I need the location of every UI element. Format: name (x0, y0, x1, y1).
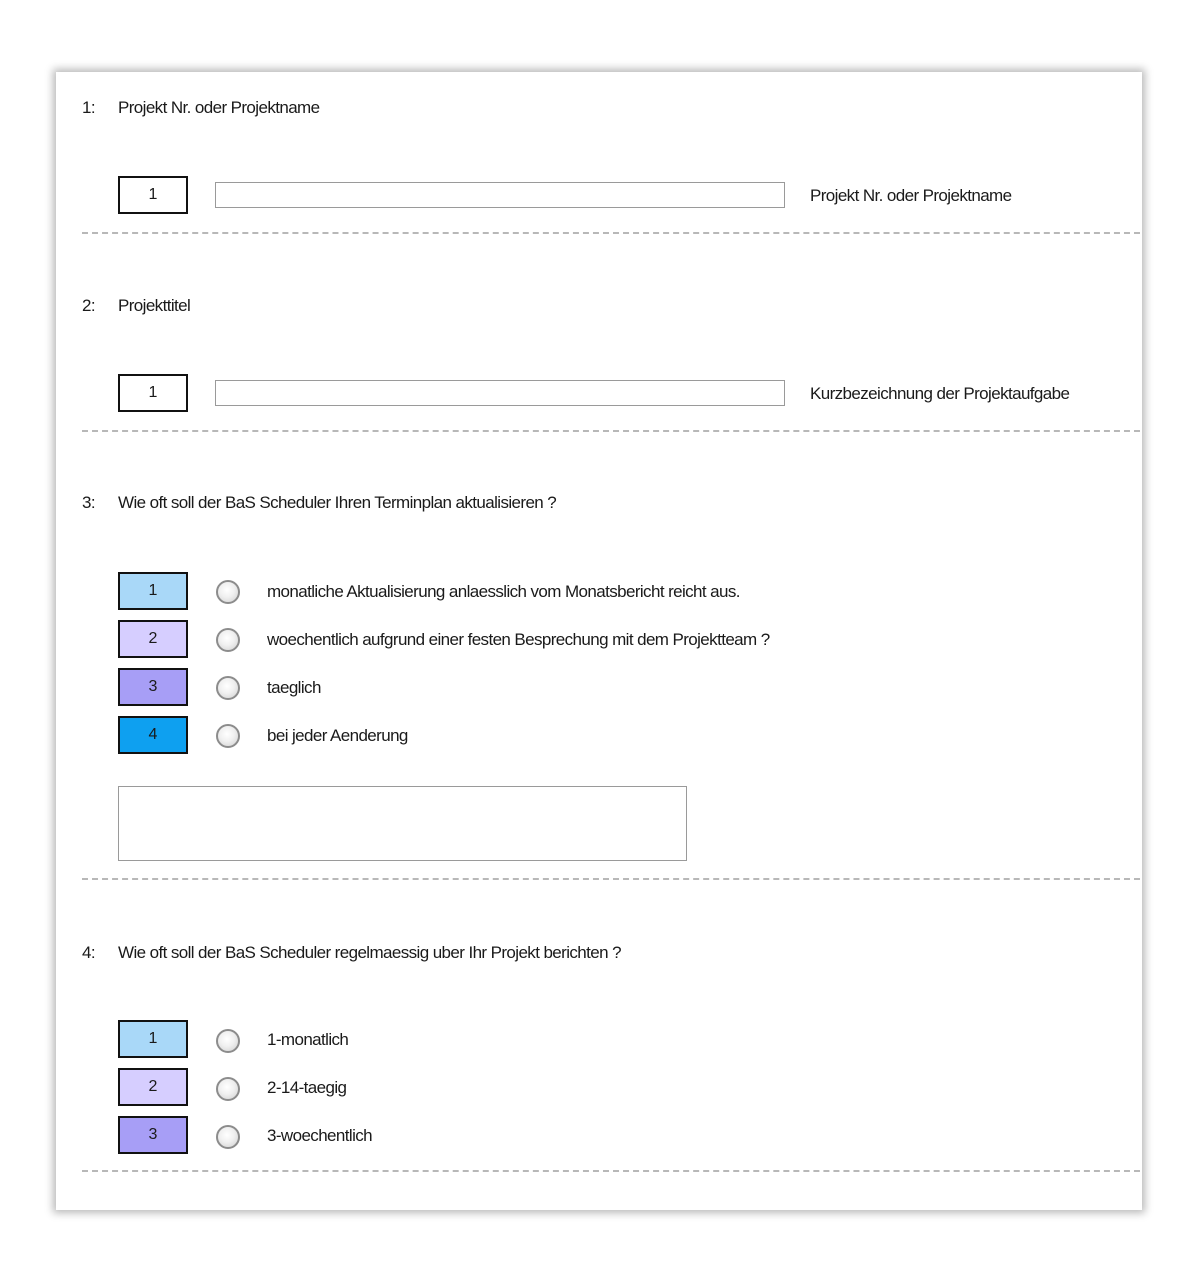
q4-option-1-label: 1-monatlich (267, 1030, 349, 1049)
divider-1 (82, 232, 1140, 234)
q3-option-4-label: bei jeder Aenderung (267, 726, 408, 745)
q4-option-2-radio[interactable] (216, 1077, 240, 1101)
q4-option-3-radio[interactable] (216, 1125, 240, 1149)
q3-option-3-level-box: 3 (118, 668, 188, 706)
project-title-input[interactable] (215, 380, 785, 406)
q3-option-2-label: woechentlich aufgrund einer festen Besprechung mit dem Projektteam ? (267, 630, 770, 649)
q3-option-2-level-box: 2 (118, 620, 188, 658)
project-title-label: Kurzbezeichnung der Projektaufgabe (810, 384, 1070, 403)
q4-option-1-level-box: 1 (118, 1020, 188, 1058)
q3-option-1-radio[interactable] (216, 580, 240, 604)
divider-4 (82, 1170, 1140, 1172)
divider-2 (82, 430, 1140, 432)
q4-option-3-level-box: 3 (118, 1116, 188, 1154)
question-1-number-box: 1 (118, 176, 188, 214)
question-3-number: 3: (82, 493, 95, 512)
q3-option-1-label: monatliche Aktualisierung anlaesslich vom Monatsbericht reicht aus. (267, 582, 740, 601)
q3-option-3-label: taeglich (267, 678, 321, 697)
q3-option-3-radio[interactable] (216, 676, 240, 700)
question-4-number: 4: (82, 943, 95, 962)
question-2-number: 2: (82, 296, 95, 315)
question-3-text: Wie oft soll der BaS Scheduler Ihren Terminplan aktualisieren ? (118, 493, 557, 512)
q3-comment-textarea[interactable] (118, 786, 687, 861)
q3-option-2-radio[interactable] (216, 628, 240, 652)
divider-3 (82, 878, 1140, 880)
q4-option-3-label: 3-woechentlich (267, 1126, 372, 1145)
q3-option-1-level-box: 1 (118, 572, 188, 610)
question-1-number: 1: (82, 98, 95, 117)
q3-option-4-radio[interactable] (216, 724, 240, 748)
question-1-text: Projekt Nr. oder Projektname (118, 98, 320, 117)
question-2-number-box: 1 (118, 374, 188, 412)
q4-option-1-radio[interactable] (216, 1029, 240, 1053)
q3-option-4-level-box: 4 (118, 716, 188, 754)
question-2-text: Projekttitel (118, 296, 191, 315)
question-4-text: Wie oft soll der BaS Scheduler regelmaessig uber Ihr Projekt berichten ? (118, 943, 621, 962)
project-name-input[interactable] (215, 182, 785, 208)
q4-option-2-level-box: 2 (118, 1068, 188, 1106)
q4-option-2-label: 2-14-taegig (267, 1078, 347, 1097)
project-name-label: Projekt Nr. oder Projektname (810, 186, 1012, 205)
